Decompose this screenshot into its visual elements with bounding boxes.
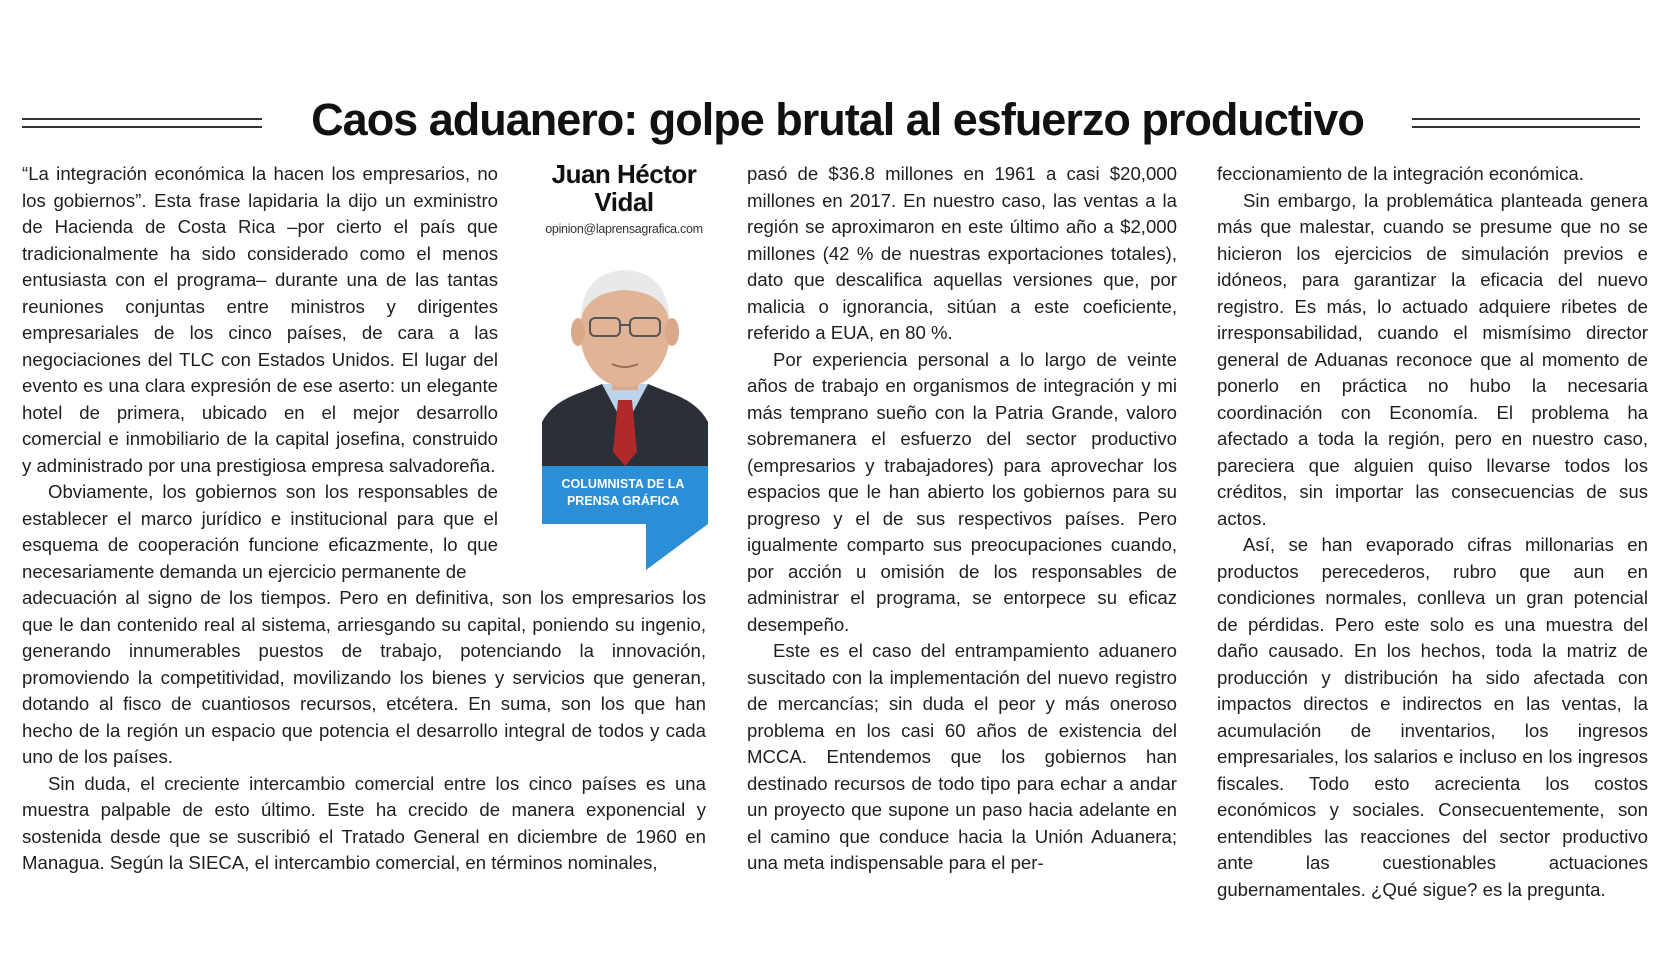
column-1-top <box>22 161 498 585</box>
author-name: Juan Héctor Vidal <box>551 159 697 217</box>
column-1-bottom <box>22 585 706 877</box>
headline-rule-left <box>22 118 262 128</box>
paragraph: Este es el caso del entrampamiento aduanero suscitado con la implementación del nuevo registro de mercancías; sin duda el peor y más oneroso problema en los casi 60 años de existencia del MCCA. Entendemos que los gobiernos han destinado recursos de todo tipo para echar a andar un proyecto que supone un paso hacia adelante en el camino que conduce hacia la Unión Aduanera; una meta indispensable para el per- <box>747 640 1177 873</box>
headline: Caos aduanero: golpe brutal al esfuerzo productivo <box>311 94 1364 145</box>
paragraph: feccionamiento de la integración económica. <box>1217 163 1584 184</box>
paragraph: Sin duda, el creciente intercambio comercial entre los cinco países es una muestra palpable de esto último. Este ha crecido de manera exponencial y sostenida desde que se suscribió el Tratado General en diciembre de 1960 en Managua. Según la SIECA, el intercambio comercial, en términos nominales, <box>22 772 706 873</box>
paragraph: Sin embargo, la problemática planteada genera más que malestar, cuando se presume que no se hicieron los ejercicios de simulación previos e idóneos, para garantizar la eficacia del nuevo registro. Es más, lo actuado adquiere ribetes de irresponsabilidad, cuando el mismísimo director general de Aduanas reconoce que al momento de ponerlo en práctica no hubo la necesaria coordinación con Economía. El problema ha afectado a toda la región, pero en nuestro caso, pareciera que alguien quiso llevarse todos los créditos, sin importar las consecuencias de sus actos. <box>1217 189 1648 529</box>
paragraph: adecuación al signo de los tiempos. Pero en definitiva, son los empresarios los que le dan contenido real al sistema, arriesgando su capital, poniendo su ingenio, generando innumerables puestos de trabajo, potenciando la innovación, promoviendo la competitividad, movilizando los bienes y servicios que generan, dotando al fisco de cuantiosos recursos, etcétera. En suma, son los que han hecho de la región un espacio que potencia el desarrollo integral de todos y cada uno de los países. <box>22 587 706 767</box>
headline-rule-right <box>1412 118 1640 128</box>
badge-label: COLUMNISTA DE LA PRENSA GRÁFICA <box>561 477 685 508</box>
column-4 <box>1217 161 1648 903</box>
paragraph: Así, se han evaporado cifras millonarias en productos perecederos, rubro que aun en condiciones normales, conlleva un gran potencial de pérdidas. Pero este solo es una muestra del daño causado. En los hechos, toda la matriz de producción y distribución ha sido afectada con impactos directos e indirectos en las ventas, la acumulación de inventarios, los ingresos empresariales, los salarios e incluso en los ingresos fiscales. Todo esto acrecienta los costos económicos y sociales. Consecuentemente, son entendibles las reacciones del sector productivo ante las cuestionables actuaciones gubernamentales. ¿Qué sigue? es la pregunta. <box>1217 534 1648 900</box>
paragraph: Obviamente, los gobiernos son los responsables de establecer el marco jurídico e institucional para que el esquema de cooperación funcione eficazmente, lo que necesariamente demanda un ejercicio permanente de <box>22 481 498 582</box>
author-email: opinion@laprensagrafica.com <box>545 222 703 236</box>
column-3 <box>747 161 1177 877</box>
author-portrait <box>542 252 708 472</box>
author-box <box>540 160 708 570</box>
paragraph: pasó de $36.8 millones en 1961 a casi $20,000 millones en 2017. En nuestro caso, las ventas a la región se aproximaron en este último año a $2,000 millones (42 % de nuestras exportaciones totales), dato que descalifica aquellas versiones que, por malicia o ignorancia, sitúan a este coeficiente, referido a EUA, en 80 %. <box>747 163 1177 343</box>
paragraph: Por experiencia personal a lo largo de veinte años de trabajo en organismos de integración y mi más temprano sueño con la Patria Grande, valoro sobremanera el esfuerzo del sector productivo (empresarios y trabajadores) para aprovechar los espacios que le han abierto los gobiernos para su progreso y el de sus respectivos países. Pero igualmente comparto sus preocupaciones cuando, por acción u omisión de los responsables de administrar el programa, se entorpece su eficaz desempeño. <box>747 348 1177 635</box>
paragraph: “La integración económica la hacen los empresarios, no los gobiernos”. Esta frase lapidaria la dijo un exministro de Hacienda de Costa Rica –por cierto el país que tradicionalmente ha sido considerado como el menos entusiasta con el programa– durante una de las tantas reuniones conjuntas entre ministros y dirigentes empresariales de los cinco países, de cara a las negociaciones del TLC con Estados Unidos. El lugar del evento es una clara expresión de ese aserto: un elegante hotel de primera, ubicado en el mejor desarrollo comercial e inmobiliario de la capital josefina, construido y administrado por una prestigiosa empresa salvadoreña. <box>22 163 498 476</box>
